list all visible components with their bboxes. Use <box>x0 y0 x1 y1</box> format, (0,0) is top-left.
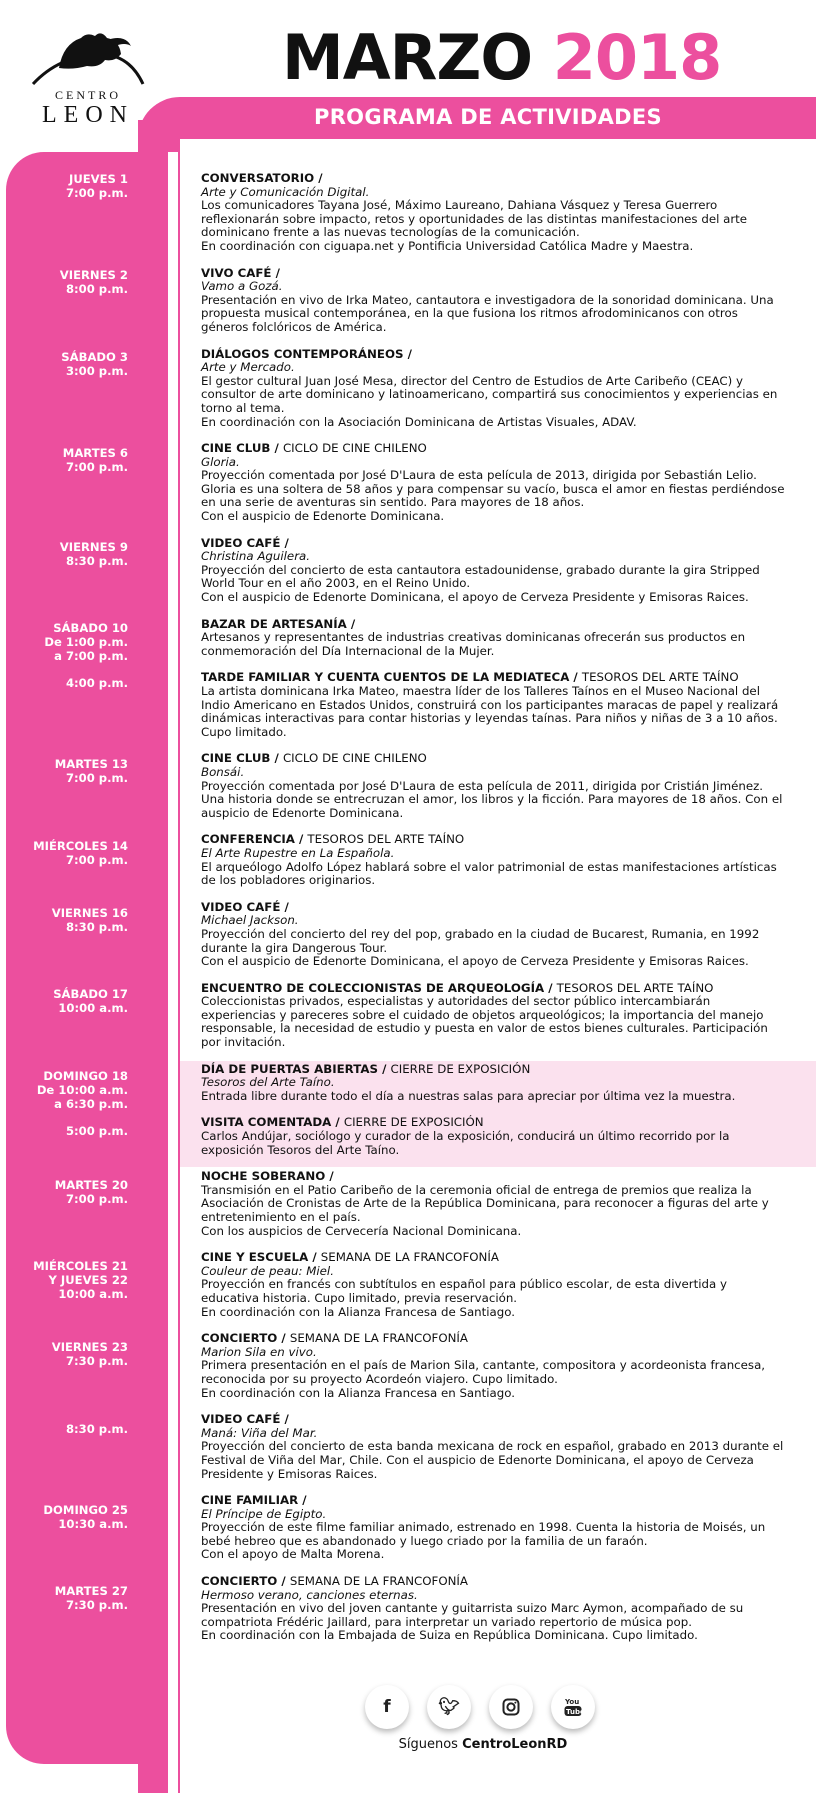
event-body: El arqueólogo Adolfo López hablará sobre el valor patrimonial de estas manifestaciones artísticas de los pobladores originarios. <box>201 859 777 888</box>
event-category: CICLO DE CINE CHILENO <box>282 441 427 456</box>
program-title: PROGRAMA DE ACTIVIDADES <box>314 105 662 129</box>
event-title <box>201 1170 785 1184</box>
event-title-text: CONCIERTO / <box>201 1574 286 1589</box>
event-title <box>201 1251 785 1265</box>
event-subtitle: Michael Jackson. <box>201 913 299 928</box>
svg-text:Tube: Tube <box>566 1708 585 1716</box>
date-label: DOMINGO 18 De 10:00 a.m. a 6:30 p.m. <box>36 1069 128 1111</box>
event-item <box>201 671 785 739</box>
event-body: El gestor cultural Juan José Mesa, director del Centro de Estudios de Arte Caribeño (CEAC) y consultor de arte dominicano y latinoamericano, compartirá sus conocimientos y experiencias en torno al tema. <box>201 373 778 415</box>
event-item <box>201 537 785 605</box>
date-label: MIÉRCOLES 14 7:00 p.m. <box>33 839 128 867</box>
event-note: En coordinación con la Alianza Francesa de Santiago. <box>201 1304 516 1319</box>
event-title <box>201 671 785 685</box>
event-title <box>201 1413 785 1427</box>
event-title-text: VIDEO CAFÉ / <box>201 1412 289 1427</box>
event-item <box>201 1413 785 1481</box>
follow-prefix: Síguenos <box>398 1737 458 1752</box>
event-subtitle: Tesoros del Arte Taíno. <box>201 1075 335 1090</box>
event-category: SEMANA DE LA FRANCOFONÍA <box>320 1250 499 1265</box>
event-title-text: DÍA DE PUERTAS ABIERTAS / <box>201 1061 387 1076</box>
event-title <box>201 1332 785 1346</box>
event-note: En coordinación con ciguapa.net y Pontificia Universidad Católica Madre y Maestra. <box>201 238 694 253</box>
date-label: MARTES 6 7:00 p.m. <box>62 446 128 474</box>
event-body: Proyección del concierto de esta cantautora estadounidense, grabado durante la gira Stripped World Tour en el año 2003, en el Reino Unido. <box>201 562 760 591</box>
event-item <box>201 752 785 820</box>
date-label: SÁBADO 17 10:00 a.m. <box>53 987 128 1015</box>
event-title-text: CINE CLUB / <box>201 441 279 456</box>
event-subtitle: Maná: Viña del Mar. <box>201 1425 318 1440</box>
event-body: Artesanos y representantes de industrias creativas dominicanas ofrecerán sus productos en conmemoración del Día Internacional de la Mujer. <box>201 630 746 658</box>
event-category: TESOROS DEL ARTE TAÍNO <box>556 980 714 995</box>
event-category: SEMANA DE LA FRANCOFONÍA <box>289 1574 468 1589</box>
follow-us <box>360 1737 606 1752</box>
twitter-icon[interactable]: 🐦︎ <box>427 1685 471 1729</box>
event-item <box>201 267 785 335</box>
event-title <box>201 752 785 766</box>
event-title <box>201 618 785 632</box>
date-column-edge <box>168 152 178 1793</box>
event-title-text: CONFERENCIA / <box>201 832 304 847</box>
event-body: Primera presentación en el país de Marion Sila, cantante, compositora y acordeonista francesa, reconocida por su proyecto Acordeón viajero. Cupo limitado. <box>201 1358 766 1386</box>
event-body: Proyección comentada por José D'Laura de esta película de 2013, dirigida por Sebastián Lelio. Gloria es una soltera de 58 años y para compensar su vacío, busca el amor en fiestas perdiéndose en una serie de aventuras sin sentido. Para mayores de 18 años. <box>201 468 785 510</box>
event-note: Con el auspicio de Edenorte Dominicana. <box>201 509 445 524</box>
event-note: Con el auspicio de Edenorte Dominicana, el apoyo de Cerveza Presidente y Emisoras Raices. <box>201 954 749 969</box>
event-subtitle: Marion Sila en vivo. <box>201 1344 317 1359</box>
event-title-text: ENCUENTRO DE COLECCIONISTAS DE ARQUEOLOGÍA / <box>201 980 553 995</box>
event-subtitle: Christina Aguilera. <box>201 549 311 564</box>
event-body: Coleccionistas privados, especialistas y autoridades del sector público intercambiarán experiencias y pareceres sobre el cuidado de objetos arqueológicos; la importancia del manejo responsable, la necesidad de estudio y puesta en valor de estos bienes culturales. Participación por invitación. <box>201 994 768 1050</box>
event-body: Proyección del concierto de esta banda mexicana de rock en español, grabado en 2013 durante el Festival de Viña del Mar, Chile. Con el auspicio de Edenorte Dominicana, el apoyo de Cerveza Presidente y Emisoras Raices. <box>201 1439 784 1481</box>
event-title <box>201 833 785 847</box>
event-item <box>201 172 785 254</box>
event-item <box>201 1494 785 1562</box>
date-label: JUEVES 1 7:00 p.m. <box>65 172 128 200</box>
event-body: Proyección comentada por José D'Laura de esta película de 2011, dirigida por Cristián Jiménez. Una historia donde se entrecruzan el amor, los libros y la ficción. Para mayores de 18 años. Con el auspicio de Edenorte Dominicana. <box>201 778 783 820</box>
event-subtitle: Arte y Mercado. <box>201 360 295 375</box>
event-category: SEMANA DE LA FRANCOFONÍA <box>289 1331 468 1346</box>
event-item <box>201 442 785 524</box>
event-title <box>201 1116 785 1130</box>
youtube-icon[interactable] <box>551 1685 595 1729</box>
event-title-text: TARDE FAMILIAR Y CUENTA CUENTOS DE LA MEDIATECA / <box>201 670 578 685</box>
event-title <box>201 267 785 281</box>
social-handle[interactable]: CentroLeonRD <box>462 1737 568 1752</box>
event-title-text: CONVERSATORIO / <box>201 171 323 185</box>
event-note: Con el auspicio de Edenorte Dominicana, el apoyo de Cerveza Presidente y Emisoras Raices. <box>201 590 749 605</box>
event-subtitle: Vamo a Gozá. <box>201 279 283 294</box>
event-subtitle: Gloria. <box>201 454 240 469</box>
event-subtitle: El Príncipe de Egipto. <box>201 1506 327 1521</box>
event-title-text: CINE CLUB / <box>201 751 279 766</box>
event-note: En coordinación con la Embajada de Suiza en República Dominicana. Cupo limitado. <box>201 1628 698 1643</box>
instagram-icon[interactable] <box>489 1685 533 1729</box>
event-title <box>201 982 785 996</box>
date-label: MIÉRCOLES 21 Y JUEVES 22 10:00 a.m. <box>33 1259 128 1301</box>
event-item <box>201 833 785 887</box>
event-list <box>201 172 785 1656</box>
event-title-text: VIVO CAFÉ / <box>201 265 280 280</box>
event-item <box>201 1063 785 1104</box>
event-note: Con el apoyo de Malta Morena. <box>201 1547 385 1562</box>
title-year: 2018 <box>552 21 722 94</box>
event-note: Con los auspicios de Cervecería Nacional Dominicana. <box>201 1223 522 1238</box>
event-title-text: BAZAR DE ARTESANÍA / <box>201 616 356 631</box>
event-body: Carlos Andújar, sociólogo y curador de la exposición, conducirá un último recorrido por la exposición Tesoros del Arte Taíno. <box>201 1129 730 1157</box>
event-note: En coordinación con la Asociación Dominicana de Artistas Visuales, ADAV. <box>201 414 637 429</box>
event-title-text: DIÁLOGOS CONTEMPORÁNEOS / <box>201 346 412 361</box>
event-body: Proyección en francés con subtítulos en español para público escolar, de esta divertida y educativa historia. Cupo limitado, previa reservación. <box>201 1277 727 1305</box>
facebook-icon[interactable]: f <box>365 1685 409 1729</box>
event-item <box>201 1251 785 1319</box>
event-item <box>201 1575 785 1643</box>
event-title-text: VIDEO CAFÉ / <box>201 535 289 550</box>
date-label: SÁBADO 10 De 1:00 p.m. a 7:00 p.m. <box>44 621 128 663</box>
event-subtitle: El Arte Rupestre en La Española. <box>201 845 395 860</box>
date-label: 5:00 p.m. <box>65 1124 128 1138</box>
event-item <box>201 901 785 969</box>
event-note: En coordinación con la Alianza Francesa en Santiago. <box>201 1385 516 1400</box>
centro-leon-logo <box>24 28 152 128</box>
event-body: Presentación en vivo del joven cantante y guitarrista suizo Marc Aymon, acompañado de su compatriota Frédéric Jaillard, para interpretar un variado repertorio de música pop. <box>201 1601 744 1629</box>
event-body: Los comunicadores Tayana José, Máximo Laureano, Dahiana Vásquez y Teresa Guerrero reflexionarán sobre impacto, retos y oportunidades de las distintas manifestaciones del arte dominicano frente a las nuevas tecnologías de la comunicación. <box>201 198 748 240</box>
date-label: 8:30 p.m. <box>65 1422 128 1436</box>
event-title <box>201 1494 785 1508</box>
event-title-text: CINE FAMILIAR / <box>201 1493 307 1508</box>
title-month: MARZO <box>282 21 533 94</box>
event-title <box>201 172 785 186</box>
event-title <box>201 537 785 551</box>
logo-line1: CENTRO <box>55 88 121 102</box>
event-body: Entrada libre durante todo el día a nuestras salas para apreciar por última vez la muestra. <box>201 1088 736 1103</box>
event-title-text: VISITA COMENTADA / <box>201 1115 340 1130</box>
social-links <box>365 1685 605 1733</box>
event-title <box>201 901 785 915</box>
event-item <box>201 348 785 430</box>
lion-icon <box>29 28 147 86</box>
date-label: MARTES 13 7:00 p.m. <box>54 757 128 785</box>
event-body: Proyección de este filme familiar animado, estrenado en 1998. Cuenta la historia de Moisés, un bebé hebreo que es abandonado y luego criado por la familia de un faraón. <box>201 1520 766 1548</box>
event-title <box>201 1575 785 1589</box>
date-label: MARTES 20 7:00 p.m. <box>54 1178 128 1206</box>
event-subtitle: Bonsái. <box>201 764 245 779</box>
event-category: CIERRE DE EXPOSICIÓN <box>390 1061 531 1076</box>
event-title-text: NOCHE SOBERANO / <box>201 1169 334 1184</box>
svg-text:You: You <box>565 1698 580 1706</box>
event-subtitle: Couleur de peau: Miel. <box>201 1263 334 1278</box>
date-label: SÁBADO 3 3:00 p.m. <box>61 350 128 378</box>
event-item <box>201 1116 785 1157</box>
date-label: VIERNES 16 8:30 p.m. <box>51 906 128 934</box>
event-category: CIERRE DE EXPOSICIÓN <box>343 1115 484 1130</box>
event-title <box>201 1063 785 1077</box>
event-item <box>201 1332 785 1400</box>
event-title-text: CONCIERTO / <box>201 1331 286 1346</box>
date-label: DOMINGO 25 10:30 a.m. <box>43 1503 128 1531</box>
date-label: VIERNES 23 7:30 p.m. <box>51 1340 128 1368</box>
date-label: MARTES 27 7:30 p.m. <box>54 1584 128 1612</box>
event-category: CICLO DE CINE CHILENO <box>282 751 427 766</box>
logo-line2: LEON <box>42 102 134 128</box>
date-label: 4:00 p.m. <box>65 676 128 690</box>
event-title-text: VIDEO CAFÉ / <box>201 899 289 914</box>
event-category: TESOROS DEL ARTE TAÍNO <box>581 670 739 685</box>
event-item <box>201 1170 785 1238</box>
event-title-text: CINE Y ESCUELA / <box>201 1250 317 1265</box>
event-body: Proyección del concierto del rey del pop, grabado en la ciudad de Bucarest, Rumania, en 1992 durante la gira Dangerous Tour. <box>201 926 760 955</box>
event-body: Presentación en vivo de Irka Mateo, cantautora e investigadora de la sonoridad dominicana. Una propuesta musical contemporánea, en la que fusiona los ritmos afrodominicanos con otros géneros folclóricos de América. <box>201 292 774 334</box>
event-body: La artista dominicana Irka Mateo, maestra líder de los Talleres Taínos en el Museo Nacional del Indio Americano en Estados Unidos, construirá con los participantes maracas de papel y realizará dinámicas interactivas para contar historias y leyendas taínas. Para niños y niñas de 3 a 10 años. Cupo limitado. <box>201 684 779 739</box>
event-subtitle: Hermoso verano, canciones eternas. <box>201 1587 418 1602</box>
event-title <box>201 348 785 362</box>
event-subtitle: Arte y Comunicación Digital. <box>201 184 370 199</box>
event-body: Transmisión en el Patio Caribeño de la ceremonia oficial de entrega de premios que realiza la Asociación de Cronistas de Arte de la República Dominicana, para reconocer a figuras del arte y entretenimiento en el país. <box>201 1182 769 1224</box>
event-item <box>201 618 785 659</box>
event-item <box>201 982 785 1050</box>
date-label: VIERNES 2 8:00 p.m. <box>59 268 128 296</box>
event-category: TESOROS DEL ARTE TAÍNO <box>307 832 465 847</box>
date-label: VIERNES 9 8:30 p.m. <box>59 540 128 568</box>
page-title <box>282 22 721 94</box>
event-title <box>201 442 785 456</box>
